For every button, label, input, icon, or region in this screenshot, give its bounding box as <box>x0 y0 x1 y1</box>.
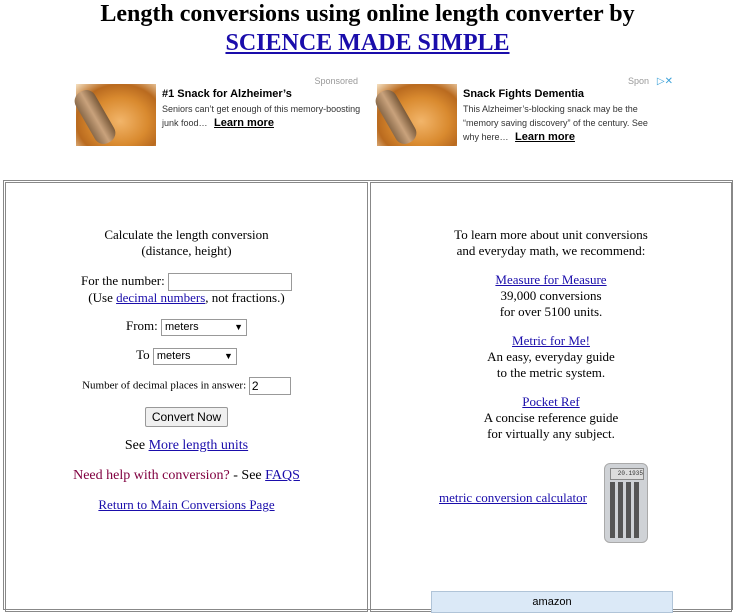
from-selected-value: meters <box>165 320 199 333</box>
item-line: 39,000 conversions <box>500 288 602 303</box>
sponsored-label: Sponsored <box>314 76 358 86</box>
recommend-item <box>371 333 731 381</box>
calculator-keys <box>610 482 642 538</box>
help-separator: - See <box>229 468 266 483</box>
item-line: to the metric system. <box>496 365 606 380</box>
chevron-down-icon: ▼ <box>234 321 244 332</box>
chevron-down-icon: ▼ <box>223 350 233 361</box>
ad-headline[interactable]: Snack Fights Dementia <box>463 88 585 100</box>
from-row <box>6 318 367 336</box>
title-line: Length conversions using online length converter by <box>100 1 635 27</box>
ad-headline[interactable]: #1 Snack for Alzheimer’s <box>162 88 292 100</box>
to-selected-value: meters <box>156 349 191 362</box>
hint-suffix: , not fractions.) <box>205 290 285 305</box>
decimals-row <box>6 377 367 395</box>
science-made-simple-link[interactable]: SCIENCE MADE SIMPLE <box>225 30 510 56</box>
metric-for-me-link[interactable]: Metric for Me! <box>512 333 590 348</box>
convert-now-button[interactable]: Convert Now <box>145 407 228 427</box>
ad-body-text: This Alzheimer’s-blocking snack may be the “memory saving discovery” of the century. See why here… <box>463 104 648 142</box>
calculator-screen: 20.1935 <box>610 468 644 480</box>
number-row <box>6 273 367 291</box>
ad-body <box>162 102 362 130</box>
recommend-intro <box>371 227 731 259</box>
amazon-widget[interactable] <box>431 591 673 613</box>
ad-body <box>463 102 663 144</box>
ad-image[interactable] <box>76 84 156 146</box>
see-prefix: See <box>124 438 149 453</box>
recommend-item <box>371 272 731 320</box>
ad-body-text: Seniors can’t get enough of this memory-boosting junk food… <box>162 104 361 128</box>
item-line: for over 5100 units. <box>499 304 603 319</box>
intro-line: and everyday math, we recommend: <box>456 243 646 258</box>
converter-panel <box>5 182 368 612</box>
recommend-item <box>371 394 731 442</box>
return-main-conversions-link[interactable]: Return to Main Conversions Page <box>98 497 275 512</box>
recommend-panel <box>370 182 732 612</box>
intro-line: To learn more about unit conversions <box>454 227 648 242</box>
item-line: An easy, everyday guide <box>487 349 615 364</box>
pocket-ref-link[interactable]: Pocket Ref <box>522 394 580 409</box>
decimals-label: Number of decimal places in answer: <box>82 379 247 392</box>
decimal-numbers-link[interactable]: decimal numbers <box>116 290 206 305</box>
decimals-input[interactable] <box>249 377 291 395</box>
measure-for-measure-link[interactable]: Measure for Measure <box>495 272 607 287</box>
more-units-row <box>6 438 367 454</box>
decimal-hint <box>6 290 367 306</box>
convert-row <box>6 407 367 427</box>
ad-image[interactable] <box>377 84 457 146</box>
calculator-icon[interactable] <box>604 463 648 543</box>
ad-2[interactable] <box>377 76 673 148</box>
to-label: To <box>136 347 150 362</box>
sponsored-label: Spon <box>627 76 649 86</box>
item-line: for virtually any subject. <box>487 426 615 441</box>
intro-line: Calculate the length conversion <box>104 227 269 242</box>
from-label: From: <box>125 318 158 333</box>
faqs-link[interactable]: FAQS <box>265 468 300 483</box>
help-row <box>6 468 367 484</box>
hint-prefix: (Use <box>88 290 117 305</box>
to-row <box>6 347 367 365</box>
help-text: Need help with conversion? <box>73 468 230 483</box>
to-select[interactable] <box>153 348 237 365</box>
more-length-units-link[interactable]: More length units <box>148 438 249 453</box>
converter-intro <box>6 227 367 259</box>
from-select[interactable] <box>161 319 247 336</box>
amazon-label: amazon <box>532 596 572 608</box>
learn-more-link[interactable]: Learn more <box>515 131 575 143</box>
ad-1[interactable] <box>76 76 366 148</box>
adchoices-icon[interactable]: ▷✕ <box>656 76 673 87</box>
learn-more-link[interactable]: Learn more <box>214 117 274 129</box>
number-label: For the number: <box>80 273 165 288</box>
number-input[interactable] <box>168 273 292 291</box>
return-row <box>6 497 367 513</box>
intro-line: (distance, height) <box>141 243 232 258</box>
metric-conversion-calculator-link[interactable]: metric conversion calculator <box>439 490 587 505</box>
item-line: A concise reference guide <box>483 410 619 425</box>
page-title <box>0 0 735 58</box>
